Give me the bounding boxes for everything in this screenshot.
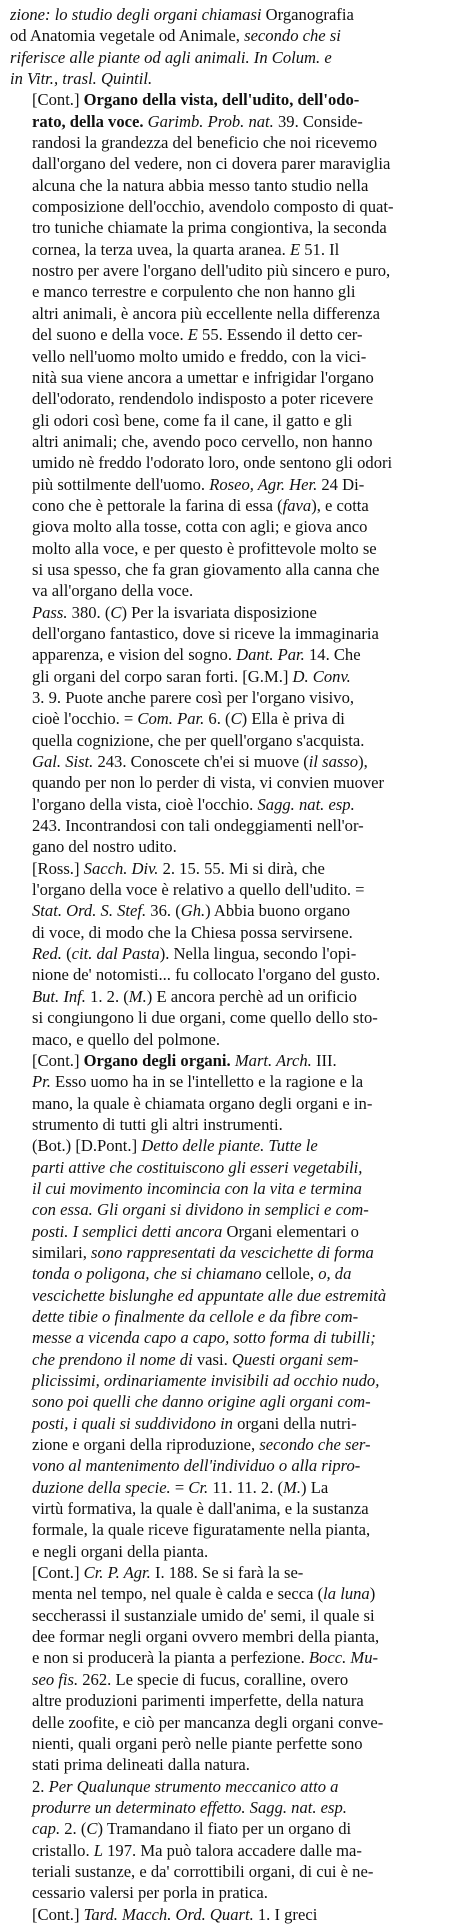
text-line <box>10 986 463 1007</box>
text-line <box>10 1583 463 1604</box>
text-line <box>10 111 463 132</box>
text-line <box>10 1370 463 1391</box>
italic-text: secondo che ser- <box>259 1435 371 1455</box>
body-text: 51. Il <box>300 239 340 259</box>
body-text: 11. 11. 2. ( <box>208 1477 284 1497</box>
italic-text: Sagg. nat. esp. <box>257 794 355 814</box>
text-line <box>10 1157 463 1178</box>
body-text: ), e cotta <box>311 495 369 515</box>
text-line <box>10 388 463 409</box>
text-line <box>10 1562 463 1583</box>
text-line <box>10 25 463 46</box>
text-line <box>10 68 463 89</box>
italic-text: la luna <box>323 1584 370 1604</box>
text-line <box>10 1327 463 1348</box>
body-text: nostro per avere l'organo dell'udito più sincero e puro, <box>32 261 391 281</box>
italic-text: C <box>86 1819 98 1839</box>
text-line <box>10 1605 463 1626</box>
body-text: ) E ancora perchè ad un orificio <box>146 986 357 1006</box>
italic-text: M. <box>283 1477 302 1497</box>
italic-text: che prendono il nome di <box>32 1349 193 1369</box>
body-text: [Ross.] <box>32 858 84 878</box>
text-line <box>10 1861 463 1882</box>
text-line <box>10 1541 463 1562</box>
body-text: I. 188. Se si farà la se- <box>150 1563 304 1583</box>
text-line <box>10 1434 463 1455</box>
text-line <box>10 1882 463 1903</box>
italic-text: il sasso <box>308 752 359 772</box>
italic-text: plicissimi, ordinariamente invisibili ad occhio nudo, <box>32 1371 380 1390</box>
body-text: composizione dell'occhio, avendolo composto di quat- <box>32 197 394 217</box>
text-line <box>10 1071 463 1092</box>
text-line <box>10 1519 463 1540</box>
text-line <box>10 836 463 857</box>
body-text: 39. Conside- <box>273 111 363 131</box>
italic-text: Per Qualunque strumento meccanico atto a <box>48 1776 339 1796</box>
italic-text: E <box>289 239 301 259</box>
text-line <box>10 559 463 580</box>
body-text: [Cont.] <box>32 90 84 110</box>
italic-text: Roseo, Agr. Her. <box>209 474 318 494</box>
body-text: 55. Essendo il detto cer- <box>197 325 363 345</box>
body-text: cessario valersi per porla in pratica. <box>32 1883 268 1903</box>
body-text: ). Nella lingua, secondo l'opi- <box>159 944 357 964</box>
text-line <box>10 751 463 772</box>
text-line <box>10 1647 463 1668</box>
headword-text: Organo degli organi. <box>83 1050 235 1070</box>
text-line <box>10 1754 463 1775</box>
body-text: si usa spesso, che fa gran giovamento alla canna che <box>32 559 380 579</box>
body-text: 380. ( <box>67 602 111 622</box>
body-text: ) Per la isvariata disposizione <box>121 602 317 622</box>
headword-text: rato, della voce. <box>32 111 148 131</box>
text-line <box>10 1263 463 1284</box>
italic-text: Pass. <box>32 602 68 622</box>
text-line <box>10 1007 463 1028</box>
text-line <box>10 1498 463 1519</box>
italic-text: Detto delle piante. Tutte le <box>141 1136 318 1156</box>
body-text: e non si producerà la pianta a perfezione. <box>32 1648 309 1668</box>
text-line <box>10 922 463 943</box>
body-text: nienti, quali organi però nelle piante perfette sono <box>32 1733 363 1753</box>
italic-text: produrre un determinato effetto. Sagg. nat. esp. <box>32 1797 347 1817</box>
body-text: III. <box>311 1050 337 1070</box>
body-text: 1. 2. ( <box>85 986 129 1006</box>
text-line <box>10 666 463 687</box>
text-line <box>10 4 463 25</box>
entry-paragraph <box>10 4 463 89</box>
text-line <box>10 1199 463 1220</box>
body-text: umido nè freddo l'odorato loro, onde sentono gli odori <box>32 453 393 473</box>
text-line <box>10 452 463 473</box>
body-text: gano del nostro udito. <box>32 837 177 857</box>
text-line <box>10 474 463 495</box>
text-line <box>10 943 463 964</box>
body-text: virtù formativa, la quale è dall'anima, e la sustanza <box>32 1499 369 1519</box>
italic-text: vescichette bislunghe ed appuntate alle due estremità <box>32 1285 387 1305</box>
body-text: 243. Conoscete ch'ei si muove ( <box>93 752 309 772</box>
body-text: va all'organo della voce. <box>32 581 194 601</box>
body-text: altre produzioni parimenti imperfette, della natura <box>32 1691 364 1711</box>
text-line <box>10 346 463 367</box>
italic-text: Red. <box>32 944 62 964</box>
text-line <box>10 900 463 921</box>
text-line <box>10 1029 463 1050</box>
body-text: 262. Le specie di fucus, coralline, overo <box>78 1669 349 1689</box>
text-line <box>10 1114 463 1135</box>
body-text: delle zoofite, e ciò per mancanza degli organi conve- <box>32 1712 384 1732</box>
headword-text: Organo della vista, dell'udito, dell'odo- <box>83 90 360 110</box>
italic-text: zione: lo studio degli organi chiamasi <box>10 5 266 24</box>
body-text: ( <box>61 944 72 964</box>
body-text: altri animali, è ancora più eccellente nella differenza <box>32 303 380 323</box>
body-text: l'organo della voce è relativo a quello dell'udito. = <box>32 880 365 900</box>
body-text: dell'odorato, rendendolo indisposto a poter ricevere <box>32 389 374 409</box>
italic-text: il cui movimento incomincia con la vita e termina <box>32 1178 362 1198</box>
body-text: giova molto alla tosse, cotta con agli; e giova anco <box>32 517 368 537</box>
text-line <box>10 1135 463 1156</box>
body-text: ) <box>369 1584 376 1604</box>
text-line <box>10 47 463 68</box>
body-text: Organografia <box>265 5 354 24</box>
italic-text: seo fis. <box>32 1669 79 1689</box>
body-text: cellole, <box>261 1264 319 1284</box>
body-text: 6. ( <box>204 709 231 729</box>
text-line <box>10 644 463 665</box>
body-text: cristallo. <box>32 1840 94 1860</box>
entry-paragraph <box>10 1135 463 1562</box>
italic-text: Garimb. Prob. nat. <box>147 111 274 131</box>
text-line <box>10 1178 463 1199</box>
text-line <box>10 1285 463 1306</box>
text-line <box>10 879 463 900</box>
body-text: [Cont.] <box>32 1563 84 1583</box>
entry-paragraph <box>10 1562 463 1775</box>
italic-text: E <box>187 325 198 345</box>
body-text: ) Ella è priva di <box>241 709 345 729</box>
body-text: dell'organo fantastico, dove si riceve la immaginaria <box>32 623 379 643</box>
text-line <box>10 602 463 623</box>
italic-text: But. Inf. <box>32 986 86 1006</box>
body-text: più sottilmente dell'uomo. <box>32 474 210 494</box>
text-line <box>10 303 463 324</box>
text-line <box>10 1712 463 1733</box>
body-text: l'organo della vista, cioè l'occhio. <box>32 794 258 814</box>
italic-text: in Vitr., trasl. Quintil. <box>10 69 153 89</box>
text-line <box>10 687 463 708</box>
italic-text: Gal. Sist. <box>32 752 94 772</box>
body-text: 2. <box>32 1776 49 1796</box>
body-text: od Anatomia vegetale od Animale, <box>10 26 245 46</box>
italic-text: Bocc. Mu- <box>308 1648 379 1668</box>
text-line <box>10 772 463 793</box>
text-line <box>10 1413 463 1434</box>
text-line <box>10 1242 463 1263</box>
text-line <box>10 964 463 985</box>
body-text: Organi elementari o <box>222 1221 359 1241</box>
italic-text: Com. Par. <box>137 709 205 729</box>
italic-text: D. Conv. <box>292 666 351 686</box>
italic-text: Cr. P. Agr. <box>83 1563 151 1583</box>
entry-paragraph <box>10 1904 463 1925</box>
body-text: (Bot.) [D.Pont.] <box>32 1136 142 1156</box>
body-text: teriali sustanze, e da' corrottibili organi, di cui è ne- <box>32 1861 374 1881</box>
text-line <box>10 1669 463 1690</box>
italic-text: Tard. Macch. Ord. Quart. <box>83 1904 254 1924</box>
body-text: dee formar negli organi ovvero membri della pianta, <box>32 1627 380 1647</box>
italic-text: sono rappresentati da vescichette di forma <box>91 1242 374 1262</box>
body-text: ), <box>358 752 368 772</box>
text-line <box>10 410 463 431</box>
text-line <box>10 708 463 729</box>
body-text: di voce, di modo che la Chiesa possa servirsene. <box>32 922 353 942</box>
body-text: tro tuniche chiamate la prima congiontiva, la seconda <box>32 218 387 238</box>
italic-text: posti. I semplici detti ancora <box>32 1221 223 1241</box>
body-text: zione e organi della riproduzione, <box>32 1435 260 1455</box>
text-line <box>10 1455 463 1476</box>
italic-text: o, da <box>318 1264 352 1284</box>
entry-paragraph <box>10 1050 463 1135</box>
text-line <box>10 1093 463 1114</box>
text-line <box>10 431 463 452</box>
italic-text: posti, i quali si suddividono in <box>32 1413 233 1433</box>
text-line <box>10 580 463 601</box>
body-text: 243. Incontrandosi con tali ondeggiamenti nell'or- <box>32 816 364 836</box>
body-text: 1. I greci <box>253 1904 318 1924</box>
italic-text: secondo che si <box>244 26 341 46</box>
text-line <box>10 1221 463 1242</box>
italic-text: Cr. <box>188 1477 209 1497</box>
body-text: strumento di tutti gli altri instrumenti. <box>32 1114 283 1134</box>
text-line <box>10 367 463 388</box>
body-text: altri animali; che, avendo poco cervello, non hanno <box>32 431 373 451</box>
italic-text: messe a vicenda capo a capo, sotto forma di tubilli; <box>32 1328 376 1348</box>
text-line <box>10 1050 463 1071</box>
italic-text: cap. <box>32 1819 61 1839</box>
body-text: 2. 15. 55. Mi si dirà, che <box>158 858 325 878</box>
italic-text: Stat. Ord. S. Stef. <box>32 901 147 921</box>
body-text: quando per non lo perder di vista, vi convien muover <box>32 773 385 793</box>
text-line <box>10 1626 463 1647</box>
body-text: molto alla voce, e per questo è profittevole molto se <box>32 538 377 558</box>
body-text: dall'organo del vedere, non ci dovera parer maraviglia <box>32 154 391 174</box>
italic-text: M. <box>128 986 147 1006</box>
italic-text: Questi organi sem- <box>231 1349 359 1369</box>
text-line <box>10 730 463 751</box>
text-line <box>10 1733 463 1754</box>
body-text: 24 Di- <box>317 474 365 494</box>
text-line <box>10 260 463 281</box>
body-text: 3. 9. Puote anche parere così per l'organo visivo, <box>32 688 355 707</box>
text-line <box>10 239 463 260</box>
body-text: organi della nutri- <box>232 1413 357 1433</box>
text-line <box>10 89 463 110</box>
body-text: vello nell'uomo molto umido e freddo, con la vici- <box>32 346 367 366</box>
body-text: ) Abbia buono organo <box>205 901 351 921</box>
body-text: nione de' notomisti... fu collocato l'organo del gusto. <box>32 965 381 985</box>
body-text: quella cognizione, che per quell'organo s'acquista. <box>32 730 365 750</box>
body-text: maco, e quello del polmone. <box>32 1029 221 1049</box>
italic-text: sono poi quelli che danno origine agli organi com- <box>32 1392 371 1412</box>
text-line <box>10 1477 463 1498</box>
italic-text: C <box>230 709 242 729</box>
body-text: cono che è pettorale la farina di essa ( <box>32 495 283 515</box>
italic-text: parti attive che costituiscono gli esseri vegetabili, <box>32 1157 363 1177</box>
italic-text: vono al mantenimento dell'individuo o alla ripro- <box>32 1456 361 1476</box>
text-line <box>10 1818 463 1839</box>
text-line <box>10 623 463 644</box>
body-text: randosi la grandezza del beneficio che noi ricevemo <box>32 133 378 153</box>
entry-paragraph <box>10 89 463 601</box>
italic-text: cit. dal Pasta <box>71 944 160 964</box>
body-text: del suono e della voce. <box>32 325 188 345</box>
italic-text: con essa. Gli organi si dividono in semplici e com- <box>32 1200 369 1220</box>
body-text: Esso uomo ha in se l'intelletto e la ragione e la <box>50 1072 364 1092</box>
body-text: 197. Ma può talora accadere dalle ma- <box>102 1840 362 1860</box>
body-text: e manco terrestre e corpulento che non hanno gli <box>32 282 356 302</box>
italic-text: dette tibie o finalmente da cellole e da fibre com- <box>32 1306 359 1326</box>
entry-paragraph <box>10 858 463 1050</box>
text-line <box>10 1840 463 1861</box>
text-line <box>10 1690 463 1711</box>
text-line <box>10 1797 463 1818</box>
entry-paragraph <box>10 602 463 858</box>
text-line <box>10 1306 463 1327</box>
italic-text: fava <box>282 495 312 515</box>
body-text: [Cont.] <box>32 1050 84 1070</box>
body-text: similari, <box>32 1242 91 1262</box>
body-text: cornea, la terza uvea, la quarta aranea. <box>32 239 290 259</box>
text-line <box>10 175 463 196</box>
italic-text: duzione della specie. <box>32 1477 171 1497</box>
italic-text: L <box>93 1840 103 1860</box>
italic-text: C <box>110 602 122 622</box>
text-line <box>10 132 463 153</box>
body-text: stati prima delineati dalla natura. <box>32 1755 250 1775</box>
text-line <box>10 281 463 302</box>
text-line <box>10 495 463 516</box>
italic-text: riferisce alle piante od agli animali. In Colum. e <box>10 47 332 67</box>
body-text: nità sua viene ancora a umettar e infrigidar l'organo <box>32 367 374 387</box>
body-text: seccherassi il sustanziale umido de' semi, il quale si <box>32 1605 375 1625</box>
text-line <box>10 538 463 559</box>
body-text: gli organi del corpo saran forti. [G.M.] <box>32 666 293 686</box>
body-text: formale, la quale riceve figuratamente nella pianta, <box>32 1520 371 1540</box>
text-line <box>10 196 463 217</box>
italic-text: tonda o poligona, che si chiamano <box>32 1264 262 1284</box>
body-text: 2. ( <box>60 1819 87 1839</box>
body-text: vasi. <box>192 1349 232 1369</box>
italic-text: Pr. <box>32 1072 51 1092</box>
text-line <box>10 815 463 836</box>
body-text: = <box>170 1477 189 1497</box>
italic-text: Gh. <box>180 901 206 921</box>
italic-text: Sacch. Div. <box>83 858 159 878</box>
text-line <box>10 516 463 537</box>
text-line <box>10 794 463 815</box>
italic-text: Mart. Arch. <box>234 1050 312 1070</box>
body-text: 14. Che <box>304 645 361 665</box>
text-line <box>10 1904 463 1925</box>
body-text: [Cont.] <box>32 1904 84 1924</box>
body-text: apparenza, e vision del sogno. <box>32 645 237 665</box>
body-text: mano, la quale è chiamata organo degli organi e in- <box>32 1093 373 1113</box>
text-line <box>10 1391 463 1412</box>
text-line <box>10 153 463 174</box>
body-text: si congiungono li due organi, come quello dello sto- <box>32 1008 378 1028</box>
text-line <box>10 1776 463 1797</box>
body-text: ) Tramandano il fiato per un organo di <box>97 1819 352 1839</box>
body-text: e negli organi della pianta. <box>32 1541 209 1561</box>
body-text: menta nel tempo, nel quale è calda e secca ( <box>32 1584 324 1604</box>
body-text: alcuna che la natura abbia messo tanto studio nella <box>32 175 369 195</box>
body-text: cioè l'occhio. = <box>32 709 138 729</box>
text-line <box>10 1349 463 1370</box>
body-text: gli odori così bene, come fa il cane, il gatto e gli <box>32 410 353 430</box>
body-text: ) La <box>301 1477 329 1497</box>
text-line <box>10 324 463 345</box>
text-line <box>10 217 463 238</box>
text-line <box>10 858 463 879</box>
entry-paragraph <box>10 1776 463 1904</box>
italic-text: Dant. Par. <box>236 645 305 665</box>
body-text: 36. ( <box>146 901 181 921</box>
